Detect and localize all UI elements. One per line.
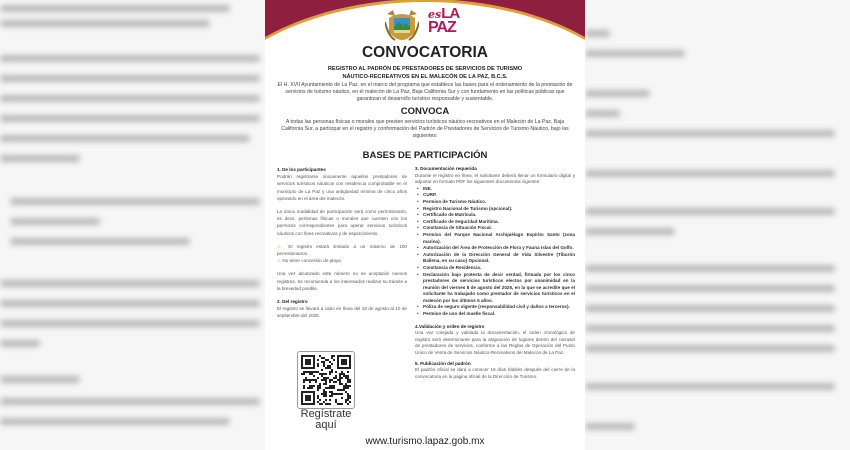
document-item: • Certificado de Matrícula. [415, 212, 575, 219]
document-item: • Póliza de seguro vigente (responsabilidad civil y daños a terceros). [415, 304, 575, 311]
registration-qr-code[interactable] [297, 351, 355, 409]
blurred-text [0, 300, 260, 307]
document-item: • Permiso del Parque Nacional Archipiélago Espíritu Santo (zona marina). [415, 232, 575, 245]
document-item: • Registro Nacional de Turismo (opcional). [415, 206, 575, 213]
qr-code-icon [301, 355, 351, 405]
warning-icon: ⚠ [277, 243, 285, 249]
document-item: • CURP. [415, 192, 575, 199]
convoca-paragraph: A todas las personas físicas o morales que presten servicios turísticos náutico-recreativos en el Malecón de La Paz, Baja California Sur, a participar en el registro y conformación del Padrón de Prestadores de Servicios de Turismo Náutico, bajo las siguientes: [281, 119, 569, 140]
document-item: • Autorización de la Dirección General de Vida Silvestre (Tiburón Ballena, en su caso) Opcional. [415, 252, 575, 265]
blurred-text [585, 170, 835, 177]
blurred-text [585, 265, 835, 272]
section-1-paragraph-1: Podrán registrarse únicamente aquellos prestadores de servicios turísticos náuticos con residencia comprobable en el municipio de La Paz y una antigüedad mínima de cinco años operando en el área del malecón. [277, 174, 407, 201]
blurred-text [585, 305, 835, 312]
section-2-text: El registro se llevará a cabo en línea del 18 de agosto al 10 de septiembre del 2025. [277, 306, 407, 319]
document-item: • Certificado de Seguridad Marítima. [415, 219, 575, 226]
section-3-text: Durante el registro en línea, el solicitante deberá llenar un formulario digital y adjuntar en formato PDF los siguientes documentos vigentes: [415, 172, 575, 185]
document-item: • Constancia de Situación Fiscal. [415, 225, 575, 232]
blurred-text [0, 320, 260, 327]
document-item: • Permiso de Turismo Náutico. [415, 199, 575, 206]
blurred-text [0, 340, 40, 347]
blurred-text [585, 285, 835, 292]
document-item: • Permiso de uso del muelle fiscal. [415, 311, 575, 318]
blurred-text [0, 280, 260, 287]
blurred-text [585, 228, 675, 235]
register-label-line-1: Regístrate [300, 408, 352, 420]
section-4-title: 4.Validación y orden de registro [415, 323, 485, 329]
blurred-text [0, 135, 250, 142]
blurred-background-left [0, 0, 265, 450]
logo-es: es [428, 8, 442, 21]
blurred-text [0, 5, 230, 12]
warning-2 [277, 257, 407, 264]
warning-1 [277, 243, 407, 257]
blurred-text [0, 20, 210, 27]
blurred-text [585, 345, 835, 352]
subtitle [265, 66, 585, 81]
es-la-paz-logo [428, 6, 468, 36]
blurred-background-right [585, 0, 850, 450]
website-link[interactable]: www.turismo.lapaz.gob.mx [365, 436, 485, 447]
right-column [415, 166, 575, 380]
section-1-paragraph-3: Una vez alcanzado este número no se aceptarán nuevos registros. Se recomienda a los interesados realizar su trámite a la brevedad posible. [277, 271, 407, 291]
blurred-text [585, 90, 650, 97]
blurred-text [0, 95, 260, 102]
section-3-title: 3. Documentación requerida [415, 166, 477, 171]
document-item: • INE. [415, 186, 575, 193]
register-here-label [285, 409, 367, 430]
convoca-heading: CONVOCA [400, 106, 450, 117]
bases-heading: BASES DE PARTICIPACIÓN [362, 150, 488, 161]
coat-of-arms-logo [385, 8, 419, 46]
blurred-text [10, 218, 100, 225]
subtitle-line-2: NÁUTICO-RECREATIVOS EN EL MALECÓN DE LA PAZ, B.C.S. [342, 73, 508, 80]
section-5-title: 5. Publicación del padrón [415, 360, 471, 366]
blurred-text [585, 50, 685, 57]
document-item: • Autorización del Área de Protección de Flora y Fauna Islas del Golfo. [415, 245, 575, 252]
warning-1-text: El registro estará limitado a un máximo de 100 permisionarios. [277, 243, 407, 257]
left-column [277, 166, 407, 320]
blurred-text [585, 423, 635, 430]
warning-icon: ⚠ [277, 258, 282, 264]
document-item: • Declaración bajo protesta de decir verdad, firmada por los cinco prestadores de servicios turísticos electos por unanimidad en la reunión del viernes 8 de agosto del 2025, en la que se acredite que el solicitante ha trabajado como prestador de servicios turísticos en el malecón por los últimos 5 años. [415, 272, 575, 305]
section-1-paragraph-2: La única modalidad de participación será como permisionario, es decir, personas físicas o morales que cuenten con los permisos correspondientes para operar servicios turísticos náuticos con fines recreativos y de esparcimiento. [277, 209, 407, 236]
blurred-text [585, 325, 835, 332]
blurred-text [585, 30, 610, 37]
logo-paz: PAZ [428, 19, 456, 36]
section-1-title: 1. De los participantes [277, 167, 326, 172]
required-documents-list [415, 186, 575, 318]
register-label-line-2: aquí [315, 418, 337, 431]
intro-paragraph: El H. XVII Ayuntamiento de La Paz, en el marco del programa que establece las bases para el ordenamiento de la prestación de servicios de turismo náutico, en el malecón de La Paz, Baja California Sur y con fundamento en las políticas públicas que garantizan el desarrollo turístico responsable y sustentable. [277, 82, 573, 103]
page-title: CONVOCATORIA [361, 44, 488, 61]
warning-2-text: No tener concesión de playa. [282, 258, 342, 264]
logo-la: LA [441, 5, 460, 22]
blurred-text [0, 418, 230, 425]
section-5-text: El padrón oficial se dará a conocer 15 días hábiles después del cierre de la convocatoria en la página oficial de la Dirección de Turismo. [415, 367, 575, 379]
subtitle-line-1: REGISTRO AL PADRÓN DE PRESTADORES DE SERVICIOS DE TURISMO [327, 66, 523, 72]
blurred-text [585, 208, 835, 215]
blurred-text [0, 55, 260, 62]
document-item: • Constancia de Residencia. [415, 265, 575, 272]
blurred-text [10, 198, 260, 205]
blurred-text [0, 115, 260, 122]
blurred-text [585, 110, 620, 117]
blurred-text [585, 383, 835, 390]
blurred-text [0, 75, 260, 82]
blurred-text [585, 130, 835, 137]
blurred-text [0, 398, 260, 405]
section-2-title: 2. Del registro [277, 299, 308, 305]
blurred-text [10, 238, 190, 245]
blurred-text [0, 155, 80, 162]
section-4-text: Una vez cotejada y validada la documentación, el orden cronológico de registro será determinante para la asignación de lugares dentro del carrusel de prestadores de servicios, conforme a las Reglas de Operación del Punto Único de Venta de Servicios Náutico-Recreativos del Malecón de La Paz. [415, 330, 575, 356]
blurred-text [0, 376, 80, 383]
convocatoria-poster [265, 0, 585, 450]
